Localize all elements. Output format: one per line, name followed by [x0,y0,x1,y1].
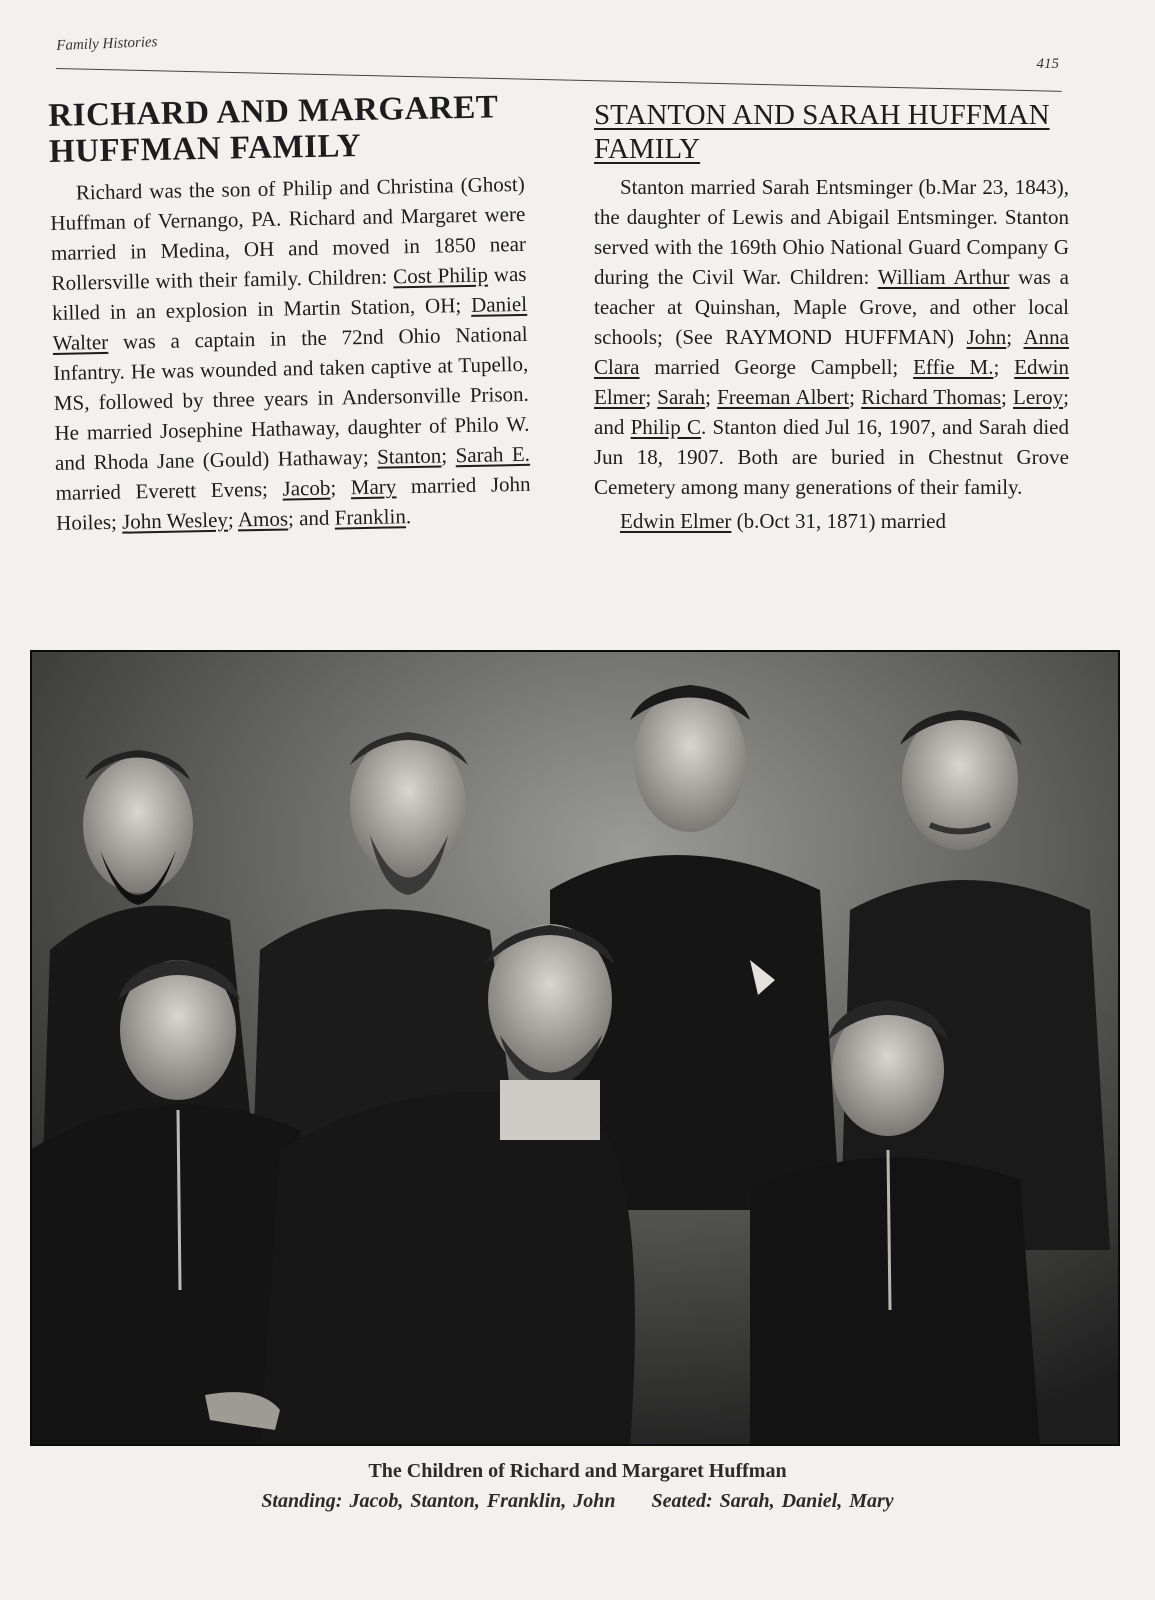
name-reference: Effie M. [913,355,994,379]
name-reference: Amos [237,506,289,532]
name-reference: Richard Thomas [861,385,1002,409]
name-reference: Sarah E. [455,441,531,468]
name-reference: Sarah [657,385,706,409]
left-article-body [50,169,532,538]
right-article-title: STANTON AND SARAH HUFFMAN FAMILY [594,99,1050,165]
name-reference: Cost Philip [392,262,489,289]
right-article-continuation [594,506,1069,536]
text-run: married George Campbell; [639,355,914,379]
name-reference: Mary [350,474,397,500]
text-run: . [405,504,412,529]
text-run: ; [227,507,239,532]
name-reference: Freeman Albert [717,385,850,409]
text-run: was a captain in the 72nd Ohio National Infantry. He was wounded and taken captive at Tupello, MS, followed by three years in Andersonville Prison. He married Josephine Hathaway, daughter of Philo W. and Rhoda Jane (Gould) Hathaway; [53,321,530,475]
text-run: ; and [287,505,335,531]
text-run: . Stanton died Jul 16, 1907, and Sarah died Jun 18, 1907. Both are buried in Chestnut Grove Cemetery among many generations of their family. [594,415,1069,499]
photo-caption-title: The Children of Richard and Margaret Huffman [368,1460,787,1482]
name-reference: Franklin [334,504,407,530]
text-run: (b.Oct 31, 1871) married [731,509,946,533]
text-run: ; [330,475,352,500]
name-reference: John Wesley [121,507,229,534]
name-reference: William Arthur [877,265,1010,289]
text-run: ; and [594,385,1069,439]
name-reference: Anna Clara [594,325,1069,379]
family-photograph-image [30,650,1120,1446]
photo-caption-seated: Seated: Sarah, Daniel, Mary [651,1490,894,1512]
name-reference: Daniel Walter [52,291,528,355]
text-run: ; [705,385,718,409]
text-run: ; [993,355,1015,379]
name-reference: Edwin Elmer [620,509,732,533]
text-run: was a teacher at Quinshan, Maple Grove, and other local schools; (See RAYMOND HUFFMAN) [594,265,1069,349]
name-reference: Edwin Elmer [594,355,1069,409]
photo-caption-standing: Standing: Jacob, Stanton, Franklin, John [261,1490,616,1512]
text-run: Stanton married Sarah Entsminger (b.Mar 23, 1843), the daughter of Lewis and Abigail Entsminger. Stanton served with the 169th Ohio National Guard Company G during the Civil War. Children: [594,175,1069,289]
text-run: ; [1001,385,1013,409]
right-article-body [594,172,1069,502]
text-run: was killed in an explosion in Martin Station, OH; [51,261,527,325]
name-reference: Leroy [1013,385,1064,409]
name-reference: Philip C [630,415,702,439]
left-article [48,89,531,538]
text-run: ; [849,385,862,409]
name-reference: Jacob [282,475,331,501]
text-run: ; [1006,325,1024,349]
running-head: Family Histories [56,34,158,54]
family-photograph [30,650,1120,1446]
left-article-title: RICHARD AND MARGARET HUFFMAN FAMILY [48,89,499,170]
photo-caption-names [0,1490,1155,1513]
header-rule [56,68,1062,92]
right-article [594,98,1069,536]
text-run: ; [441,443,456,468]
text-run: ; [645,385,658,409]
text-run: married John Hoiles; [55,471,531,535]
page-number: 415 [1036,56,1059,72]
name-reference: John [966,325,1007,349]
text-run: Richard was the son of Philip and Christina (Ghost) Huffman of Vernango, PA. Richard and Margaret were married in Medina, OH and moved in 1850 near Rollersville with their family. Children: [50,171,527,295]
name-reference: Stanton [376,443,442,469]
text-run: married Everett Evens; [55,476,283,505]
